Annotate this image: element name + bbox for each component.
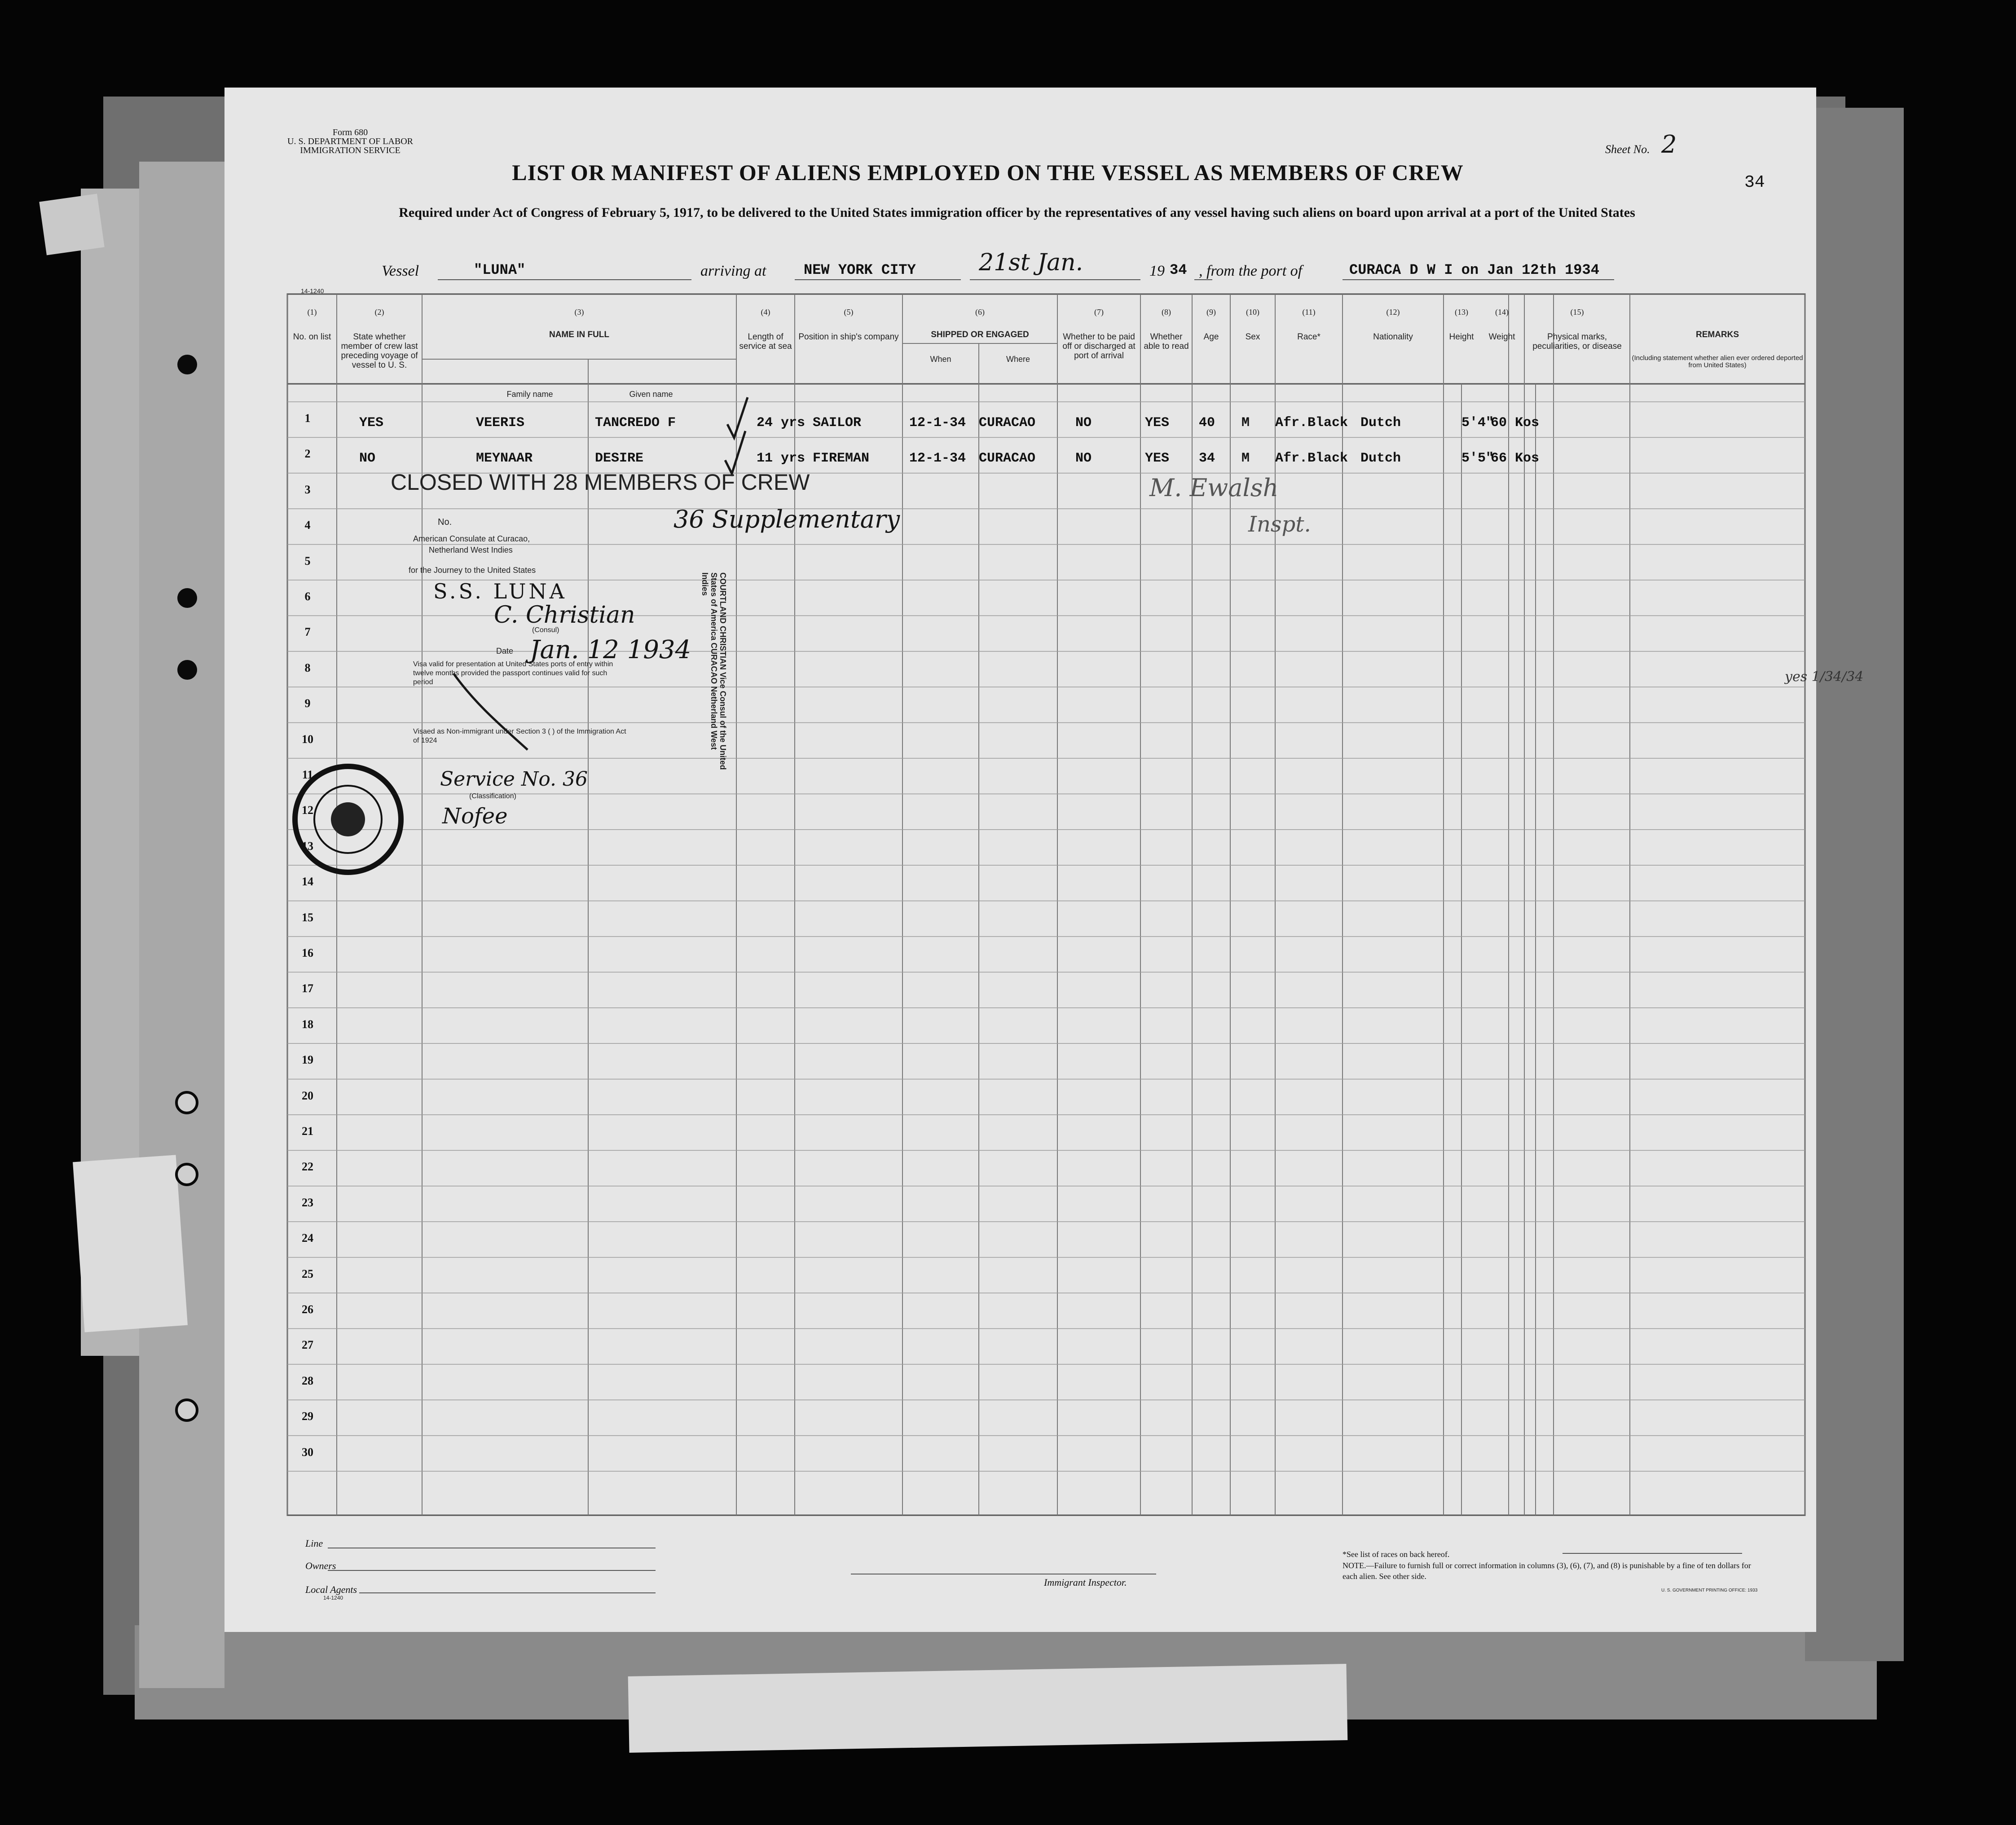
row-number: 29 — [302, 1410, 313, 1423]
vessel-label: Vessel — [382, 263, 419, 279]
row-number: 7 — [304, 625, 311, 639]
page-number: 34 — [1744, 173, 1765, 192]
row-number: 3 — [304, 483, 311, 496]
shipped-when-header: When — [930, 355, 951, 364]
row-number: 16 — [302, 946, 313, 959]
row-number: 27 — [302, 1338, 313, 1352]
cell-when: 12-1-34 — [909, 415, 966, 431]
cell-sex: M — [1241, 415, 1250, 431]
department-name: U. S. DEPARTMENT OF LABOR — [287, 136, 413, 146]
cell-when: 12-1-34 — [909, 451, 966, 466]
row-number: 1 — [304, 412, 311, 425]
column-number: (3) — [574, 308, 584, 317]
year-suffix: 34 — [1170, 262, 1187, 278]
row-number: 5 — [304, 554, 311, 567]
vessel-name: "LUNA" — [474, 262, 526, 278]
row-number: 9 — [304, 697, 311, 710]
column-header: REMARKS — [1695, 330, 1739, 339]
shipped-where-header: Where — [1006, 355, 1030, 364]
closed-with-stamp: CLOSED WITH 28 MEMBERS OF CREW — [391, 470, 810, 495]
row-number: 23 — [302, 1196, 313, 1209]
supplementary-note: 36 Supplementary — [673, 505, 900, 533]
cell-sex: M — [1241, 451, 1250, 466]
owners-label: Owners — [305, 1560, 336, 1571]
cell-family: VEERIS — [476, 415, 525, 431]
stamp-service-number: Service No. 36 — [440, 768, 588, 791]
printer-imprint: U. S. GOVERNMENT PRINTING OFFICE: 1933 — [1661, 1588, 1758, 1593]
service-name: IMMIGRATION SERVICE — [300, 145, 401, 155]
column-header: Whether able to read — [1144, 332, 1189, 351]
fine-note: NOTE.—Failure to furnish full or correct information in columns (3), (6), (7), and (8) is punishable by a fine of ten dollars for each alien. See other side. — [1343, 1561, 1751, 1581]
cell-given: TANCREDO F — [595, 415, 676, 431]
stamp-consul-label: (Consul) — [532, 626, 559, 634]
row-number: 4 — [304, 519, 311, 532]
row-number: 10 — [302, 732, 313, 746]
column-number: (11) — [1302, 308, 1316, 317]
line-label: Line — [305, 1538, 323, 1549]
row-number: 14 — [302, 875, 313, 888]
margin-note: yes 1/34/34 — [1785, 669, 1864, 685]
cell-nationality: Dutch — [1360, 415, 1401, 431]
manifest-title: LIST OR MANIFEST OF ALIENS EMPLOYED ON THE VESSEL AS MEMBERS OF CREW — [512, 160, 1464, 185]
column-number: (15) — [1570, 308, 1584, 317]
row-number: 12 — [302, 804, 313, 817]
row-number: 22 — [302, 1160, 313, 1174]
form-code: 14-1240 — [301, 287, 324, 295]
given-name-header: Given name — [629, 390, 673, 399]
cell-prev: NO — [359, 451, 376, 466]
cell-given: DESIRE — [595, 451, 644, 466]
cell-paid-off: NO — [1075, 451, 1092, 466]
cell-race: Afr.Black — [1275, 415, 1348, 431]
cell-age: 34 — [1199, 451, 1215, 466]
cell-paid-off: NO — [1075, 415, 1092, 431]
cell-where: CURACAO — [979, 415, 1036, 431]
column-header: Length of service at sea — [739, 332, 792, 351]
stamp-date-label: Date — [496, 646, 514, 655]
stamp-consul-signature: C. Christian — [494, 602, 635, 629]
inspector-title: Inspt. — [1248, 512, 1311, 537]
column-header: Height — [1449, 332, 1474, 342]
arrival-date: 21st Jan. — [979, 249, 1083, 276]
row-number: 8 — [304, 661, 311, 674]
cell-height: 5'4" — [1461, 415, 1494, 431]
row-number: 6 — [304, 590, 311, 603]
sheet-number: 2 — [1661, 130, 1677, 158]
column-header: Sex — [1245, 332, 1260, 342]
from-port-label: , from the port of — [1199, 263, 1303, 279]
cell-weight: 60 Kos — [1491, 415, 1540, 431]
family-name-header: Family name — [506, 390, 553, 399]
column-number: (2) — [374, 308, 384, 317]
local-agents-label: Local Agents — [305, 1584, 357, 1595]
stamp-colony: Netherland West Indies — [429, 545, 513, 554]
row-number: 2 — [304, 447, 311, 461]
stamp-valid-text: Visa valid for presentation at United States ports of entry within twelve months provided the passport continues valid for such period — [413, 660, 613, 686]
races-note: *See list of races on back hereof. — [1343, 1550, 1450, 1559]
arrival-port: NEW YORK CITY — [804, 262, 916, 278]
form-number: Form 680 — [332, 128, 368, 137]
column-header: Weight — [1488, 332, 1515, 342]
consulate-seal — [287, 759, 409, 880]
column-number: (12) — [1386, 308, 1400, 317]
stamp-classification-label: (Classification) — [469, 792, 516, 800]
stamp-date: Jan. 12 1934 — [530, 635, 691, 664]
row-number: 20 — [302, 1089, 313, 1102]
arriving-label: arriving at — [700, 263, 766, 279]
stamp-journey: for the Journey to the United States — [409, 566, 536, 575]
cell-weight: 66 Kos — [1491, 451, 1540, 466]
year-prefix: 19 — [1149, 263, 1165, 279]
column-number: (4) — [761, 308, 770, 317]
column-header: SHIPPED OR ENGAGED — [931, 330, 1029, 339]
column-number: (1) — [307, 308, 317, 317]
inspector-label: Immigrant Inspector. — [1044, 1577, 1127, 1588]
column-number: (9) — [1206, 308, 1216, 317]
row-number: 19 — [302, 1053, 313, 1067]
row-number: 18 — [302, 1017, 313, 1031]
row-number: 15 — [302, 910, 313, 924]
cell-position: FIREMAN — [813, 451, 870, 466]
column-header: Physical marks, peculiarities, or disease — [1532, 332, 1622, 351]
row-number: 25 — [302, 1267, 313, 1280]
column-header: NAME IN FULL — [549, 330, 610, 339]
agents-form-code: 14-1240 — [323, 1595, 343, 1601]
stamp-no-label: No. — [438, 517, 452, 527]
row-number: 11 — [302, 768, 313, 781]
stamp-visaed-text: Visaed as Non-immigrant under Section 3 ( ) of the Immigration Act of 1924 — [413, 728, 626, 744]
remarks-note: (Including statement whether alien ever ordered deported from United States) — [1632, 354, 1803, 369]
column-header: Nationality — [1373, 332, 1413, 342]
column-header: No. on list — [293, 332, 331, 342]
column-number: (5) — [844, 308, 854, 317]
cell-where: CURACAO — [979, 451, 1036, 466]
column-header: Position in ship's company — [798, 332, 899, 342]
column-number: (7) — [1094, 308, 1104, 317]
column-number: (8) — [1162, 308, 1171, 317]
cell-read: YES — [1145, 415, 1170, 431]
cell-nationality: Dutch — [1360, 451, 1401, 466]
row-number: 17 — [302, 982, 313, 995]
stamp-fee: Nofee — [442, 804, 508, 829]
column-header: Whether to be paid off or discharged at port of arrival — [1062, 332, 1136, 361]
column-header: Race* — [1297, 332, 1321, 342]
departure-port: CURACA D W I on Jan 12th 1934 — [1349, 262, 1599, 278]
manifest-subtitle: Required under Act of Congress of February 5, 1917, to be delivered to the United States immigration officer by the representatives of any vessel having such aliens on board upon arrival at a port of the United States — [399, 205, 1635, 220]
cell-age: 40 — [1199, 415, 1215, 431]
vice-consul-stamp: COURTLAND CHRISTIAN Vice Consul of the United States of America CURACAO Netherland West Indies — [700, 572, 727, 770]
sheet-label: Sheet No. — [1605, 143, 1650, 156]
inspector-signature: M. Ewalsh — [1149, 474, 1279, 502]
column-number: (14) — [1495, 308, 1509, 317]
stamp-consulate: American Consulate at Curacao, — [413, 534, 530, 543]
cell-race: Afr.Black — [1275, 451, 1348, 466]
row-number: 26 — [302, 1303, 313, 1316]
row-number: 21 — [302, 1125, 313, 1138]
row-number: 13 — [302, 839, 313, 853]
stamp-vessel: S.S. LUNA — [433, 579, 567, 603]
cell-position: SAILOR — [813, 415, 862, 431]
column-number: (10) — [1246, 308, 1259, 317]
row-number: 28 — [302, 1374, 313, 1387]
column-number: (13) — [1455, 308, 1468, 317]
column-number: (6) — [975, 308, 985, 317]
cell-family: MEYNAAR — [476, 451, 533, 466]
cell-read: YES — [1145, 451, 1170, 466]
cell-height: 5'5" — [1461, 451, 1494, 466]
cell-service: 11 yrs — [757, 451, 806, 466]
column-header: State whether member of crew last preceding voyage of vessel to U. S. — [341, 332, 418, 370]
cell-service: 24 yrs — [757, 415, 806, 431]
row-number: 30 — [302, 1445, 313, 1459]
column-header: Age — [1203, 332, 1219, 342]
row-number: 24 — [302, 1231, 313, 1245]
cell-prev: YES — [359, 415, 384, 431]
